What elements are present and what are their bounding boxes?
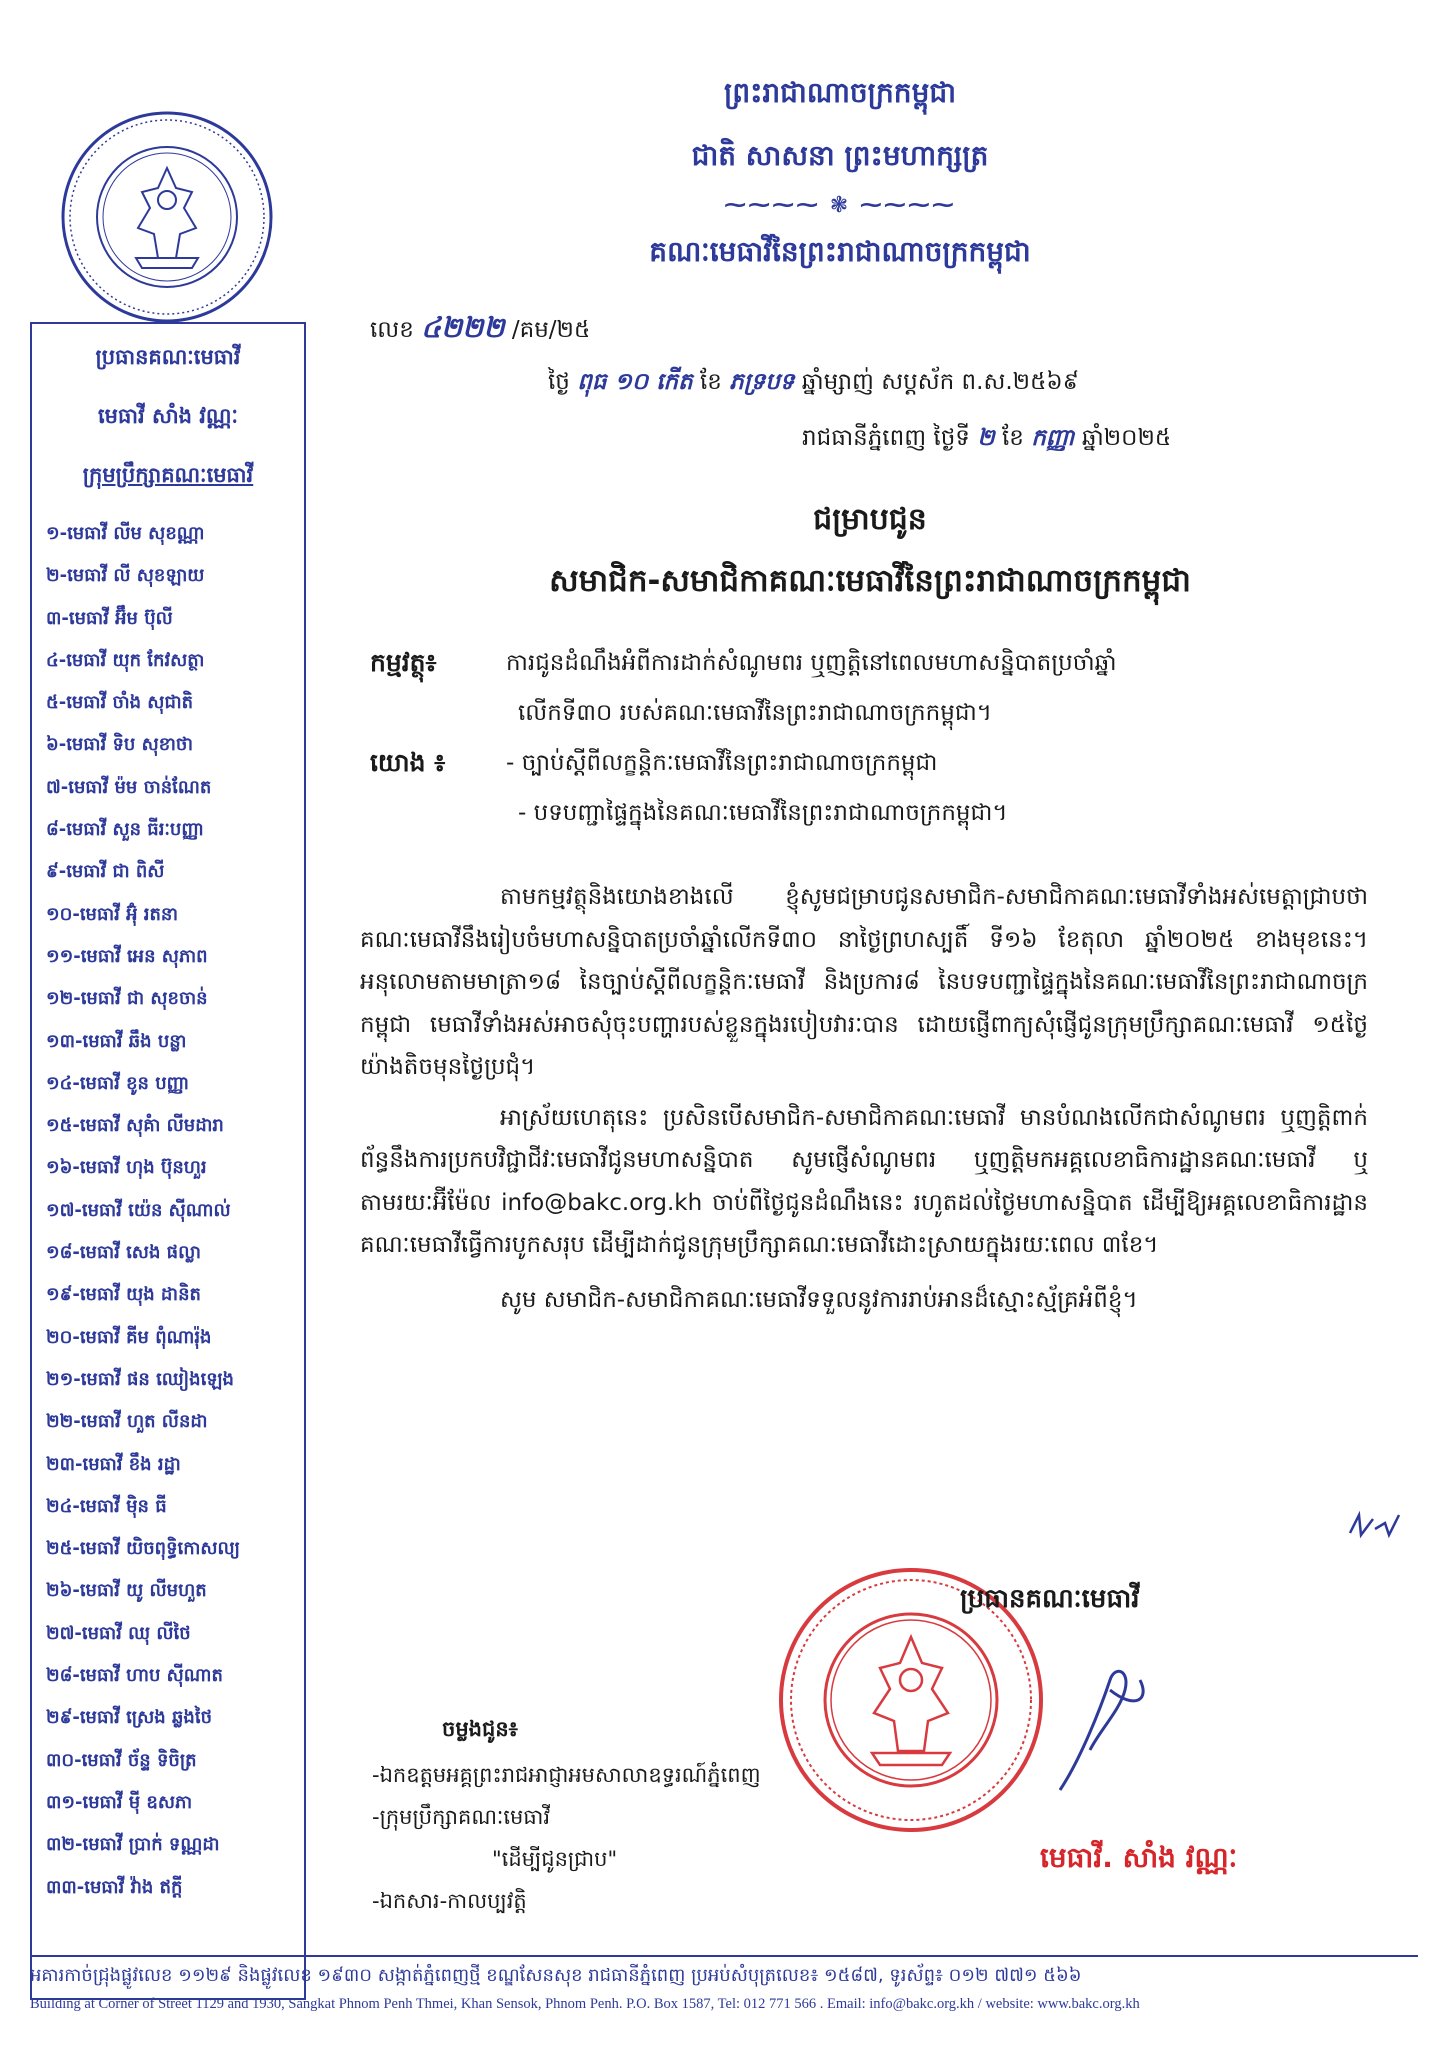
bar-association-seal (58, 108, 276, 326)
council-member-list (46, 513, 290, 1909)
addressee-salutation: ជម្រាបជូន (813, 502, 927, 537)
body-paragraph-1: តាមកម្មវត្ថុនិងយោងខាងលើ ខ្ញុំសូមជម្រាបជូនសមាជិក-សមាជិកាគណៈមេធាវីទាំងអស់មេត្តាជ្រាបថា គណៈមេធាវីនឹងរៀបចំមហាសន្និបាតប្រចាំឆ្នាំលើកទី៣០ នាថ្ងៃព្រហស្បតិ៍ ទី១៦ ខែតុលា ឆ្នាំ២០២៥ ខាងមុខនេះ។ អនុលោមតាមមាត្រា១៨ នៃច្បាប់ស្តីពីលក្ខន្តិកៈមេធាវី និងប្រការ៨ នៃបទបញ្ជាផ្ទៃក្នុងនៃគណៈមេធាវីនៃព្រះរាជាណាចក្រកម្ពុជា មេធាវីទាំងអស់អាចសុំចុះបញ្ហារបស់ខ្លួនក្នុងរបៀបវារៈបាន ដោយផ្ញើពាក្យសុំផ្ញើជូនក្រុមប្រឹក្សាគណៈមេធាវី ១៥ថ្ងៃយ៉ាងតិចមុនថ្ងៃប្រជុំ។ (360, 884, 1368, 1080)
reference-law: - ច្បាប់ស្តីពីលក្ខន្តិកៈមេធាវីនៃព្រះរាជាណាចក្រកម្ពុជា (506, 750, 938, 776)
body-paragraph-2: អាស្រ័យហេតុនេះ ប្រសិនបើសមាជិក-សមាជិកាគណៈមេធាវី មានបំណងលើកជាសំណូមពរ ឬញត្តិពាក់ព័ន្ធនឹងការប្រកបវិជ្ជាជីវៈមេធាវីជូនមហាសន្និបាត សូមផ្ញើសំណូមពរ ឬញត្តិមកអគ្គលេខាធិការដ្ឋានគណៈមេធាវី ឬតាមរយៈអ៊ីម៉ែល info@bakc.org.kh ចាប់ពីថ្ងៃជូនដំណឹងនេះ រហូតដល់ថ្ងៃមហាសន្និបាត ដើម្បីឱ្យអគ្គលេខាធិការដ្ឋានគណៈមេធាវីធ្វើការបូកសរុប ដើម្បីដាក់ជូនក្រុមប្រឹក្សាគណៈមេធាវីដោះស្រាយក្នុងរយៈពេល ៣ខែ។ (360, 1104, 1368, 1258)
list-item: ២៥-មេធាវី យិចពុទ្ធិកោសល្យ (46, 1538, 241, 1560)
lunar-year: ឆ្នាំម្សាញ់ សប្តស័ក ព.ស.២៥៦៩ (801, 369, 1079, 395)
handwritten-initials (1345, 1505, 1405, 1545)
list-item: ១៣-មេធាវី ឆឹង បន្លា (46, 1030, 187, 1052)
subject-text-line1: ការជូនដំណឹងអំពីការដាក់សំណូមពរ ឬញត្តិនៅពេលមហាសន្និបាតប្រចាំឆ្នាំ (506, 650, 1117, 676)
list-item: ២២-មេធាវី ហួត លីនដា (46, 1411, 208, 1433)
cc-item-council: -ក្រុមប្រឹក្សាគណៈមេធាវី (372, 1805, 551, 1829)
list-item: ៣០-មេធាវី ច័ន្ទ ទិចិត្រ (46, 1749, 197, 1771)
lunar-month-label: ខែ (699, 369, 722, 395)
reference-prefix: លេខ (370, 317, 414, 343)
sidebar-president-title: ប្រធានគណៈមេធាវី (95, 345, 241, 369)
list-item: ៩-មេធាវី ជា ពិសី (46, 861, 165, 883)
list-item: ២៨-មេធាវី ហាប ស៊ីណាត (46, 1665, 223, 1687)
reference-suffix: /គម/២៥ (511, 317, 591, 343)
lunar-date (548, 368, 1079, 401)
addressee-block (370, 500, 1370, 607)
organization-name: គណៈមេធាវីនៃព្រះរាជាណាចក្រកម្ពុជា (649, 235, 1031, 268)
list-item: ៣៣-មេធាវី វ៉ាង ឥក្តី (46, 1876, 183, 1898)
list-item: ២១-មេធាវី ផន ឈៀងឡេង (46, 1368, 234, 1390)
subject-label: កម្មវត្ថុ៖ (370, 648, 437, 677)
list-item: ២៦-មេធាវី យូ លីមហួត (46, 1580, 207, 1602)
footer-address-khmer: អគារកាច់ជ្រុងផ្លូវលេខ ១១២៩ និងផ្លូវលេខ ១៩៣០ សង្កាត់ភ្នំពេញថ្មី ខណ្ឌសែនសុខ រាជធានីភ្នំពេញ ប្រអប់សំបុត្រលេខ៖ ១៥៨៧, ទូរស័ព្ទ៖ ០១២ ៧៧១ ៥៦៦ (30, 1965, 1082, 1986)
date-year: ឆ្នាំ២០២៥ (1081, 425, 1172, 451)
council-sidebar (30, 322, 306, 2000)
list-item: ៥-មេធាវី ចាំង សុជាតិ (46, 692, 194, 714)
list-item: ៨-មេធាវី សួន ធីរៈបញ្ញា (46, 819, 204, 841)
list-item: ៤-មេធាវី យុក កែវសត្ថា (46, 649, 205, 671)
addressee-recipients: សមាជិក-សមាជិកាគណៈមេធាវីនៃព្រះរាជាណាចក្រកម្ពុជា (549, 563, 1191, 599)
sidebar-president-name: មេធាវី សាំង វណ្ណៈ (98, 404, 238, 428)
list-item: ១៩-មេធាវី យុង ដានិត (46, 1284, 201, 1306)
letter-body (360, 876, 1368, 1329)
reference-label: យោង ៖ (370, 748, 446, 777)
date-day: ២ (977, 425, 995, 451)
list-item: ១៤-មេធាវី ខូន បញ្ញា (46, 1072, 190, 1094)
list-item: ១៦-មេធាវី ហុង ប៊ុនហួរ (46, 1157, 207, 1179)
subject-text-line2: លើកទី៣០ របស់គណៈមេធាវីនៃព្រះរាជាណាចក្រកម្ពុជា។ (518, 700, 992, 726)
list-item: ៦-មេធាវី ទិប សុខាថា (46, 734, 194, 756)
list-item: ២០-មេធាវី គីម ពុំណារ៉ុង (46, 1326, 212, 1348)
city-date-prefix: រាជធានីភ្នំពេញ ថ្ងៃទី (802, 425, 970, 451)
list-item: ២៣-មេធាវី ខឹង រដ្ឋា (46, 1453, 181, 1475)
kingdom-heading: ព្រះរាជាណាចក្រកម្ពុជា (723, 76, 956, 109)
list-item: ២៩-មេធាវី ស្រេង ឆ្លងថៃ (46, 1707, 212, 1729)
lunar-day: ពុធ ១០ កើត (577, 369, 693, 395)
reference-number (370, 310, 590, 351)
list-item: ៣២-មេធាវី ប្រាក់ ទណ្ណដា (46, 1834, 220, 1856)
list-item: ១-មេធាវី លីម សុខណ្ណា (46, 523, 205, 544)
page-footer (30, 1955, 1418, 2013)
list-item: ១១-មេធាវី អេន សុភាព (46, 945, 208, 967)
lunar-prefix: ថ្ងៃ (548, 369, 570, 395)
date-month: កញ្ញា (1031, 425, 1075, 451)
list-item: ១០-មេធាវី អ៊ុំ រតនា (46, 903, 179, 925)
list-item: ៧-មេធាវី ម៉ម ចាន់ណែត (46, 776, 212, 798)
solar-date (802, 424, 1171, 457)
month-label: ខែ (1001, 425, 1024, 451)
list-item: ១៨-មេធាវី សេង ផល្លា (46, 1242, 201, 1264)
list-item: ២៧-មេធាវី ឈុ លីថៃ (46, 1622, 191, 1644)
ornament-divider: ⁓⁓⁓⁓ ❃ ⁓⁓⁓⁓ (724, 193, 956, 218)
signatory-title: ប្រធានគណៈមេធាវី (960, 1584, 1140, 1614)
list-item: ២-មេធាវី លី សុខឡាយ (46, 565, 205, 587)
cc-item-archive: -ឯកសារ-កាលប្បវត្តិ (372, 1889, 527, 1913)
handwritten-signature (1040, 1650, 1160, 1800)
footer-address-english: Building at Corner of Street 1129 and 1930, Sangkat Phnom Penh Thmei, Khan Sensok, Phnom Penh. P.O. Box 1587, Tel: 012 771 566 . Email: info@bakc.org.kh / website: www.bakc.org.kh (30, 1996, 1140, 2012)
sidebar-council-title: ក្រុមប្រឹក្សាគណៈមេធាវី (82, 463, 254, 487)
cc-item-council-note: "ដើម្បីជូនជ្រាប" (492, 1847, 618, 1871)
subject-block (370, 638, 1380, 838)
lunar-month: ភទ្របទ (729, 369, 795, 395)
list-item: ១២-មេធាវី ជា សុខចាន់ (46, 988, 208, 1010)
document-header (560, 75, 1120, 275)
list-item: ១៧-មេធាវី យ៉េន ស៊ីណាល់ (46, 1199, 231, 1221)
list-item: ៣-មេធាវី អ៊ឹម ប៊ុលី (46, 607, 173, 629)
list-item: ៣១-មេធាវី ម៉ី ឧសភា (46, 1791, 193, 1813)
list-item: ១៥-មេធាវី សុគំា លីមដារា (46, 1115, 224, 1137)
closing-paragraph: សូម សមាជិក-សមាជិកាគណៈមេធាវីទទួលនូវការរាប់អានដ៏ស្មោះស្ម័គ្រអំពីខ្ញុំ។ (500, 1286, 1138, 1313)
reference-regulation: - បទបញ្ជាផ្ទៃក្នុងនៃគណៈមេធាវីនៃព្រះរាជាណាចក្រកម្ពុជា។ (518, 800, 1008, 826)
reference-handwritten-number: ៤២២២ (421, 311, 505, 344)
signatory-name: មេធាវី. សាំង វណ្ណៈ (1040, 1841, 1238, 1874)
cc-list (372, 1708, 761, 1922)
motto-heading: ជាតិ សាសនា ព្រះមហាក្សត្រ (691, 139, 989, 172)
list-item: ២៤-មេធាវី ម៉ិន ធី (46, 1495, 167, 1517)
cc-item-prosecutor: -ឯកឧត្តមអគ្គព្រះរាជអាជ្ញាអមសាលាឧទ្ធរណ៍ភ្នំពេញ (372, 1763, 761, 1787)
cc-title: ចម្លងជូន៖ (442, 1717, 518, 1741)
